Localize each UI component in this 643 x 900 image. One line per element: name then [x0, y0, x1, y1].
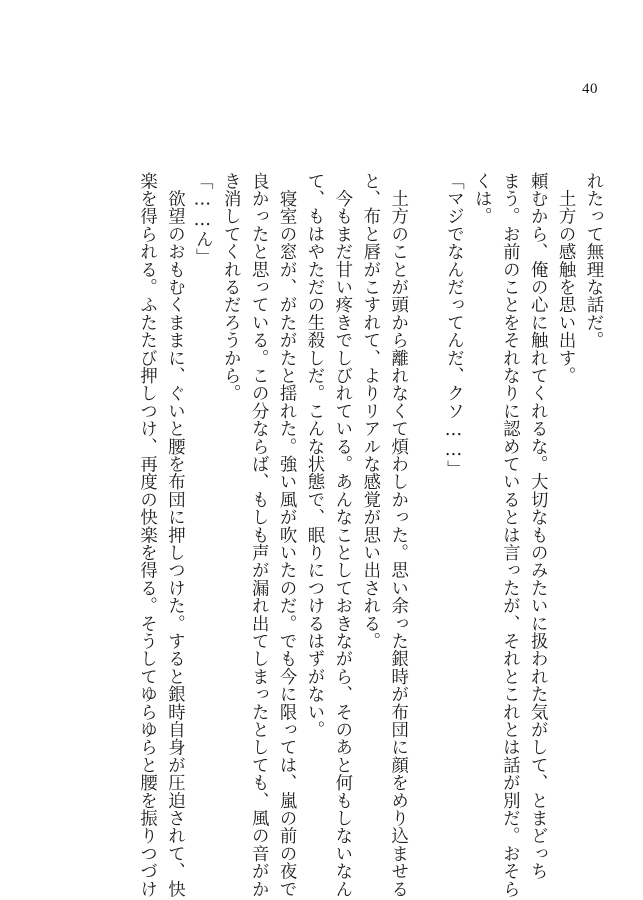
text-line: 欲望のおもむくままに、ぐいと腰を布団に押しつけた。すると銀時自身が圧迫されて、快 — [164, 172, 185, 898]
text-line: れたって無理な話だ。 — [583, 172, 603, 349]
body-text — [66, 172, 606, 898]
page-number: 40 — [582, 81, 598, 97]
text-line: 寝室の窓が、がたがたと揺れた。強い風が吹いたのだ。でも今に限っては、嵐の前の夜で — [276, 172, 297, 898]
text-line: 「……ん」 — [192, 172, 213, 266]
text-line: と、布と唇がこすれて、よりリアルな感覚が思い出される。 — [359, 172, 380, 650]
text-line: 楽を得られる。ふたたび押しつけ、再度の快楽を得る。そうしてゆらゆらと腰を振りつづけ — [136, 172, 157, 898]
text-line: き消してくれるだろうから。 — [220, 172, 241, 403]
text-line: 土方の感触を思い出す。 — [555, 172, 576, 385]
text-line: 「マジでなんだってんだ、クソ……」 — [443, 172, 464, 479]
text-line: 良かったと思っている。この分ならば、もしも声が漏れ出てしまったとしても、風の音がか — [248, 172, 269, 898]
text-line: くは。 — [471, 172, 492, 226]
text-line: 今もまだ甘い疼きでしびれている。あんなことしておきながら、そのあと何もしないなん — [331, 172, 352, 898]
text-line: まう。お前のことをそれなりに認めているとは言ったが、それとこれとは話が別だ。おそら — [499, 172, 520, 898]
text-line: 頼むから、俺の心に触れてくれるな。大切なものみたいに扱われた気がして、とまどっち — [527, 172, 548, 880]
text-line: 土方のことが頭から離れなくて煩わしかった。思い余った銀時が布団に顔をめり込ませる — [387, 172, 408, 898]
text-line: て、もはやただの生殺しだ。こんな状態で、眠りにつけるはずがない。 — [303, 172, 324, 739]
